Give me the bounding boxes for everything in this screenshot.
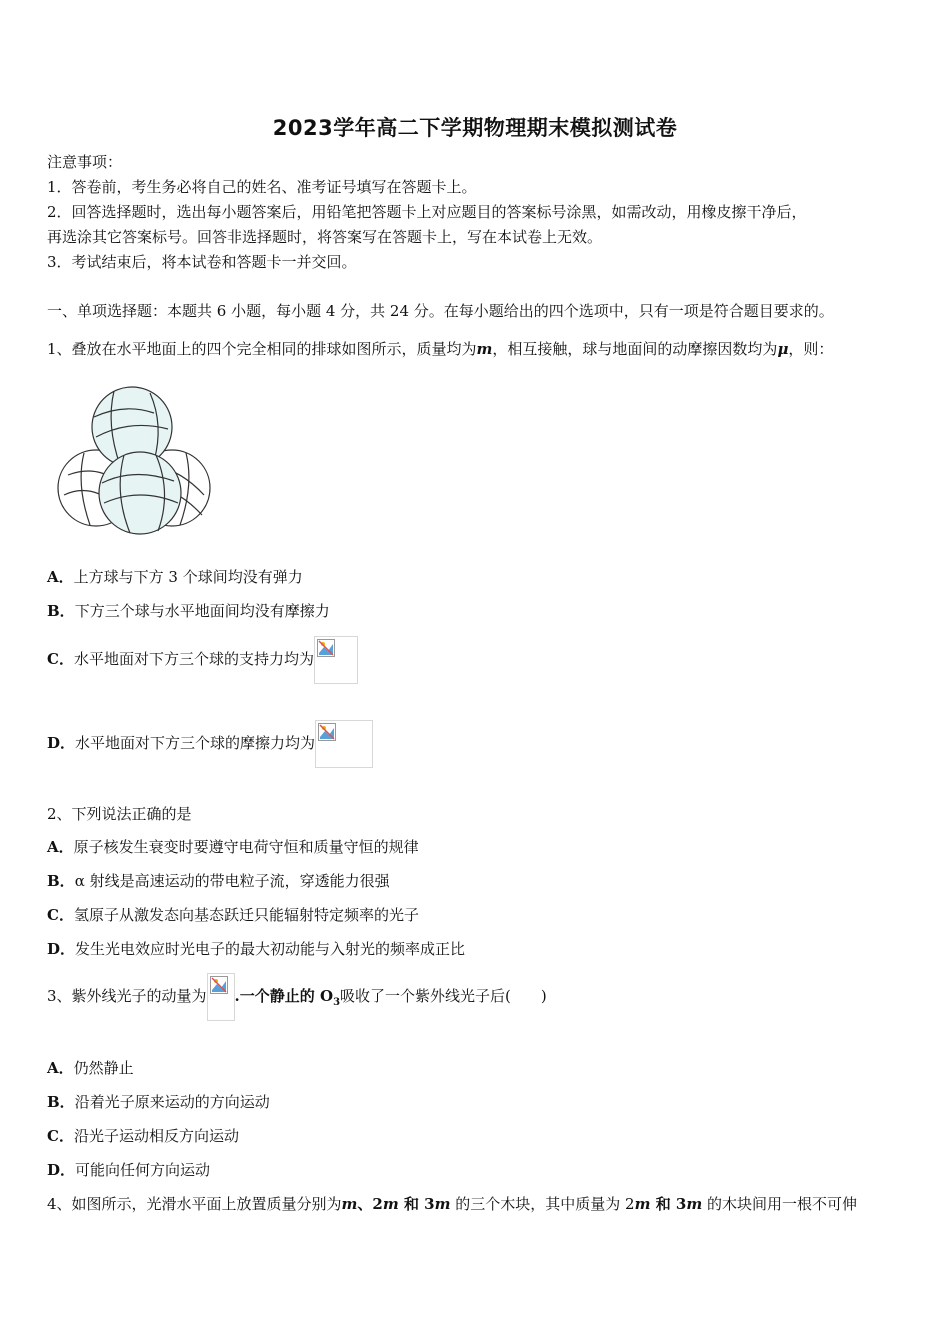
q2-option-a-letter: A．: [47, 838, 74, 856]
q2-option-d: [47, 939, 465, 959]
q3-option-a: [47, 1058, 134, 1078]
q2-option-a: [47, 837, 419, 857]
q4-seg-1: 、2: [357, 1195, 383, 1213]
q3-option-d-letter: D．: [47, 1161, 76, 1179]
q4-var-3: m: [434, 1195, 451, 1213]
broken-image-icon: [318, 723, 336, 741]
q4-seg-4: 和 3: [650, 1195, 687, 1213]
stacked-volleyballs-figure: [54, 385, 214, 535]
notice-item-3: 3．考试结束后，将本试卷和答题卡一并交回。: [47, 253, 357, 271]
q1-option-a-letter: A．: [47, 568, 74, 586]
volleyball-front: [99, 452, 181, 534]
q2-option-b-letter: B．: [47, 872, 75, 890]
question-1-stem: [47, 339, 833, 359]
q4-seg-5: 的木块间用一根不可伸: [702, 1195, 858, 1213]
q1-var-m: m: [476, 340, 493, 358]
formula-image-placeholder: [207, 973, 235, 1021]
q3-stem-a: 3、紫外线光子的动量为: [47, 987, 207, 1005]
formula-image-placeholder: [314, 636, 358, 684]
section-heading: 一、单项选择题：本题共 6 小题，每小题 4 分，共 24 分。在每小题给出的四个选项中，只有一项是符合题目要求的。: [47, 302, 834, 320]
q4-var-2: m: [382, 1195, 399, 1213]
q1-option-d-text: 水平地面对下方三个球的摩擦力均为: [75, 734, 316, 752]
notice-item-2-cont: 再选涂其它答案标号。回答非选择题时，将答案写在答题卡上，写在本试卷上无效。: [47, 228, 603, 246]
q1-option-b: [47, 601, 330, 621]
q3-stem-b: .一个静止的 O: [234, 987, 334, 1005]
notice-heading: 注意事项：: [47, 153, 123, 171]
notice-item-1: 1．答卷前，考生务必将自己的姓名、准考证号填写在答题卡上。: [47, 178, 477, 196]
formula-image-placeholder: [315, 720, 373, 768]
q1-stem-b: ，相互接触，球与地面间的动摩擦因数均为: [492, 340, 778, 358]
q3-option-c-letter: C．: [47, 1127, 74, 1145]
q1-option-b-letter: B．: [47, 602, 75, 620]
q2-option-b-text: α 射线是高速运动的带电粒子流，穿透能力很强: [74, 872, 390, 890]
q2-option-d-letter: D．: [47, 940, 76, 958]
q3-option-d-text: 可能向任何方向运动: [75, 1161, 211, 1179]
q2-option-c-text: 氢原子从激发态向基态跃迁只能辐射特定频率的光子: [73, 906, 419, 924]
q1-option-c-text: 水平地面对下方三个球的支持力均为: [73, 650, 314, 668]
q2-option-a-text: 原子核发生衰变时要遵守电荷守恒和质量守恒的规律: [73, 838, 419, 856]
q4-stem-a: 4、如图所示，光滑水平面上放置质量分别为: [47, 1195, 342, 1213]
q1-stem-a: 1、叠放在水平地面上的四个完全相同的排球如图所示，质量均为: [47, 340, 477, 358]
page-title: 2023学年高二下学期物理期末模拟测试卷: [272, 116, 678, 140]
question-2-stem: 2、下列说法正确的是: [47, 805, 192, 823]
q3-option-b-letter: B．: [47, 1093, 75, 1111]
q1-option-a: [47, 567, 303, 587]
q2-option-b: [47, 871, 390, 891]
q4-seg-3: 的三个木块，其中质量为 2: [450, 1195, 635, 1213]
q1-stem-c: ，则：: [788, 340, 834, 358]
q3-option-a-text: 仍然静止: [73, 1059, 134, 1077]
q3-stem-c: 吸收了一个紫外线光子后( ): [340, 987, 547, 1005]
question-3-stem: [47, 972, 547, 1027]
q3-option-d: [47, 1160, 210, 1180]
q4-var-1: m: [341, 1195, 358, 1213]
notice-item-2: 2．回答选择题时，选出每小题答案后，用铅笔把答题卡上对应题目的答案标号涂黑，如需改动，用橡皮擦干净后，: [47, 203, 807, 221]
q1-option-d-letter: D．: [47, 734, 76, 752]
q1-option-d: [47, 720, 373, 768]
q1-option-b-text: 下方三个球与水平地面间均没有摩擦力: [74, 602, 330, 620]
q2-option-c: [47, 905, 419, 925]
q3-option-c-text: 沿光子运动相反方向运动: [73, 1127, 239, 1145]
q3-option-b: [47, 1092, 270, 1112]
broken-image-icon: [210, 976, 228, 994]
q1-option-c: [47, 636, 358, 684]
q2-option-c-letter: C．: [47, 906, 74, 924]
broken-image-icon: [317, 639, 335, 657]
q3-option-b-text: 沿着光子原来运动的方向运动: [74, 1093, 270, 1111]
q4-var-4: m: [634, 1195, 651, 1213]
q4-var-5: m: [686, 1195, 703, 1213]
q3-option-a-letter: A．: [47, 1059, 74, 1077]
q3-subscript: 3: [333, 997, 341, 1008]
q1-option-a-text: 上方球与下方 3 个球间均没有弹力: [73, 568, 303, 586]
q4-seg-2: 和 3: [398, 1195, 435, 1213]
question-4-stem: [47, 1194, 857, 1214]
q1-option-c-letter: C．: [47, 650, 74, 668]
q3-option-c: [47, 1126, 239, 1146]
q1-var-mu: μ: [777, 340, 789, 358]
q2-option-d-text: 发生光电效应时光电子的最大初动能与入射光的频率成正比: [75, 940, 466, 958]
